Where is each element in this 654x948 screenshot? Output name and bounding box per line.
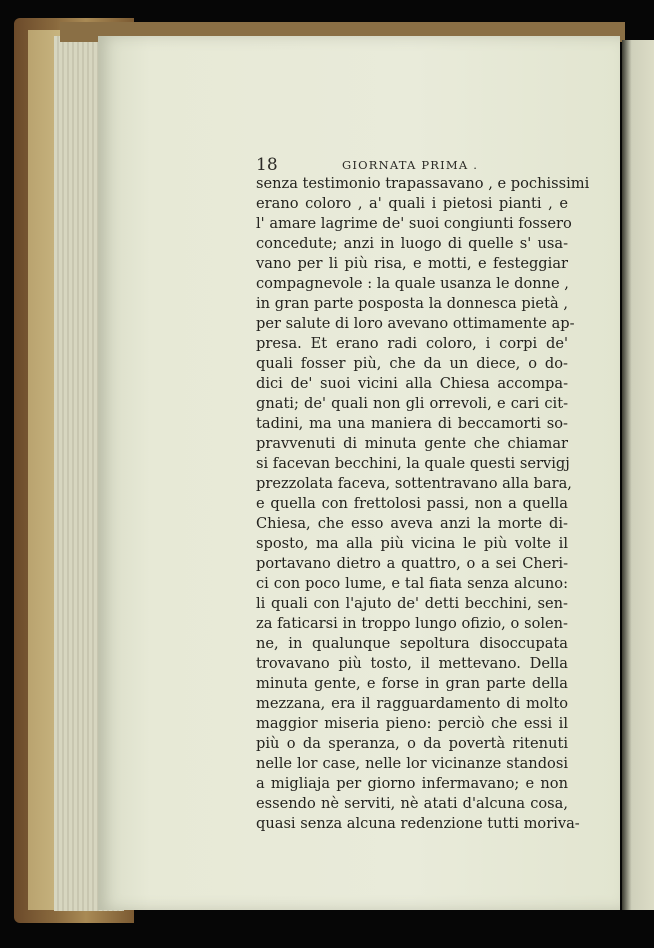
text-line: quasi senza alcuna redenzione tutti moriva-: [256, 815, 580, 832]
text-line: prezzolata faceva, sottentravano alla bara,: [256, 475, 572, 492]
text-line: nelle lor case, nelle lor vicinanze standosi: [256, 755, 568, 772]
text-line: presa. Et erano radi coloro, i corpi de': [256, 335, 568, 352]
text-line: più o da speranza, o da povertà ritenuti: [256, 735, 568, 752]
text-line: mezzana, era il ragguardamento di molto: [256, 695, 568, 712]
text-line: ci con poco lume, e tal fiata senza alcuno:: [256, 575, 568, 592]
text-line: a migliaja per giorno infermavano; e non: [256, 775, 568, 792]
text-line: maggior miseria pieno: perciò che essi il: [256, 715, 568, 732]
text-line: l' amare lagrime de' suoi congiunti fossero: [256, 215, 572, 232]
body-text: [256, 174, 590, 834]
text-line: concedute; anzi in luogo di quelle s' usa-: [256, 235, 568, 252]
text-line: za faticarsi in troppo lungo ofizio, o solen-: [256, 615, 568, 632]
text-line: compagnevole : la quale usanza le donne ,: [256, 275, 569, 292]
text-line: Chiesa, che esso aveva anzi la morte di-: [256, 515, 568, 532]
text-line: dici de' suoi vicini alla Chiesa accompa-: [256, 375, 568, 392]
running-head: GIORNATA PRIMA .: [342, 158, 479, 172]
page-number: 18: [256, 155, 278, 175]
text-line: li quali con l'ajuto de' detti becchini, sen-: [256, 595, 568, 612]
text-line: ne, in qualunque sepoltura disoccupata: [256, 635, 568, 652]
text-line: sposto, ma alla più vicina le più volte il: [256, 535, 568, 552]
text-line: essendo nè serviti, nè atati d'alcuna cosa,: [256, 795, 568, 812]
text-line: erano coloro , a' quali i pietosi pianti , e: [256, 195, 568, 212]
next-page-sliver: [622, 40, 654, 910]
text-line: senza testimonio trapassavano , e pochissimi: [256, 175, 590, 192]
text-line: in gran parte posposta la donnesca pietà ,: [256, 295, 568, 312]
text-line: si facevan becchini, la quale questi servigj: [256, 455, 570, 472]
text-line: portavano dietro a quattro, o a sei Cheri-: [256, 555, 568, 572]
page-header: [256, 155, 556, 175]
text-line: trovavano più tosto, il mettevano. Della: [256, 655, 568, 672]
text-line: gnati; de' quali non gli orrevoli, e cari cit-: [256, 395, 568, 412]
text-line: minuta gente, e forse in gran parte della: [256, 675, 568, 692]
text-line: tadini, ma una maniera di beccamorti so-: [256, 415, 568, 432]
text-line: pravvenuti di minuta gente che chiamar: [256, 435, 568, 452]
text-line: quali fosser più, che da un diece, o do-: [256, 355, 568, 372]
text-line: vano per li più risa, e motti, e festeggiar: [256, 255, 568, 272]
text-line: per salute di loro avevano ottimamente ap-: [256, 315, 575, 332]
text-line: e quella con frettolosi passi, non a quella: [256, 495, 568, 512]
